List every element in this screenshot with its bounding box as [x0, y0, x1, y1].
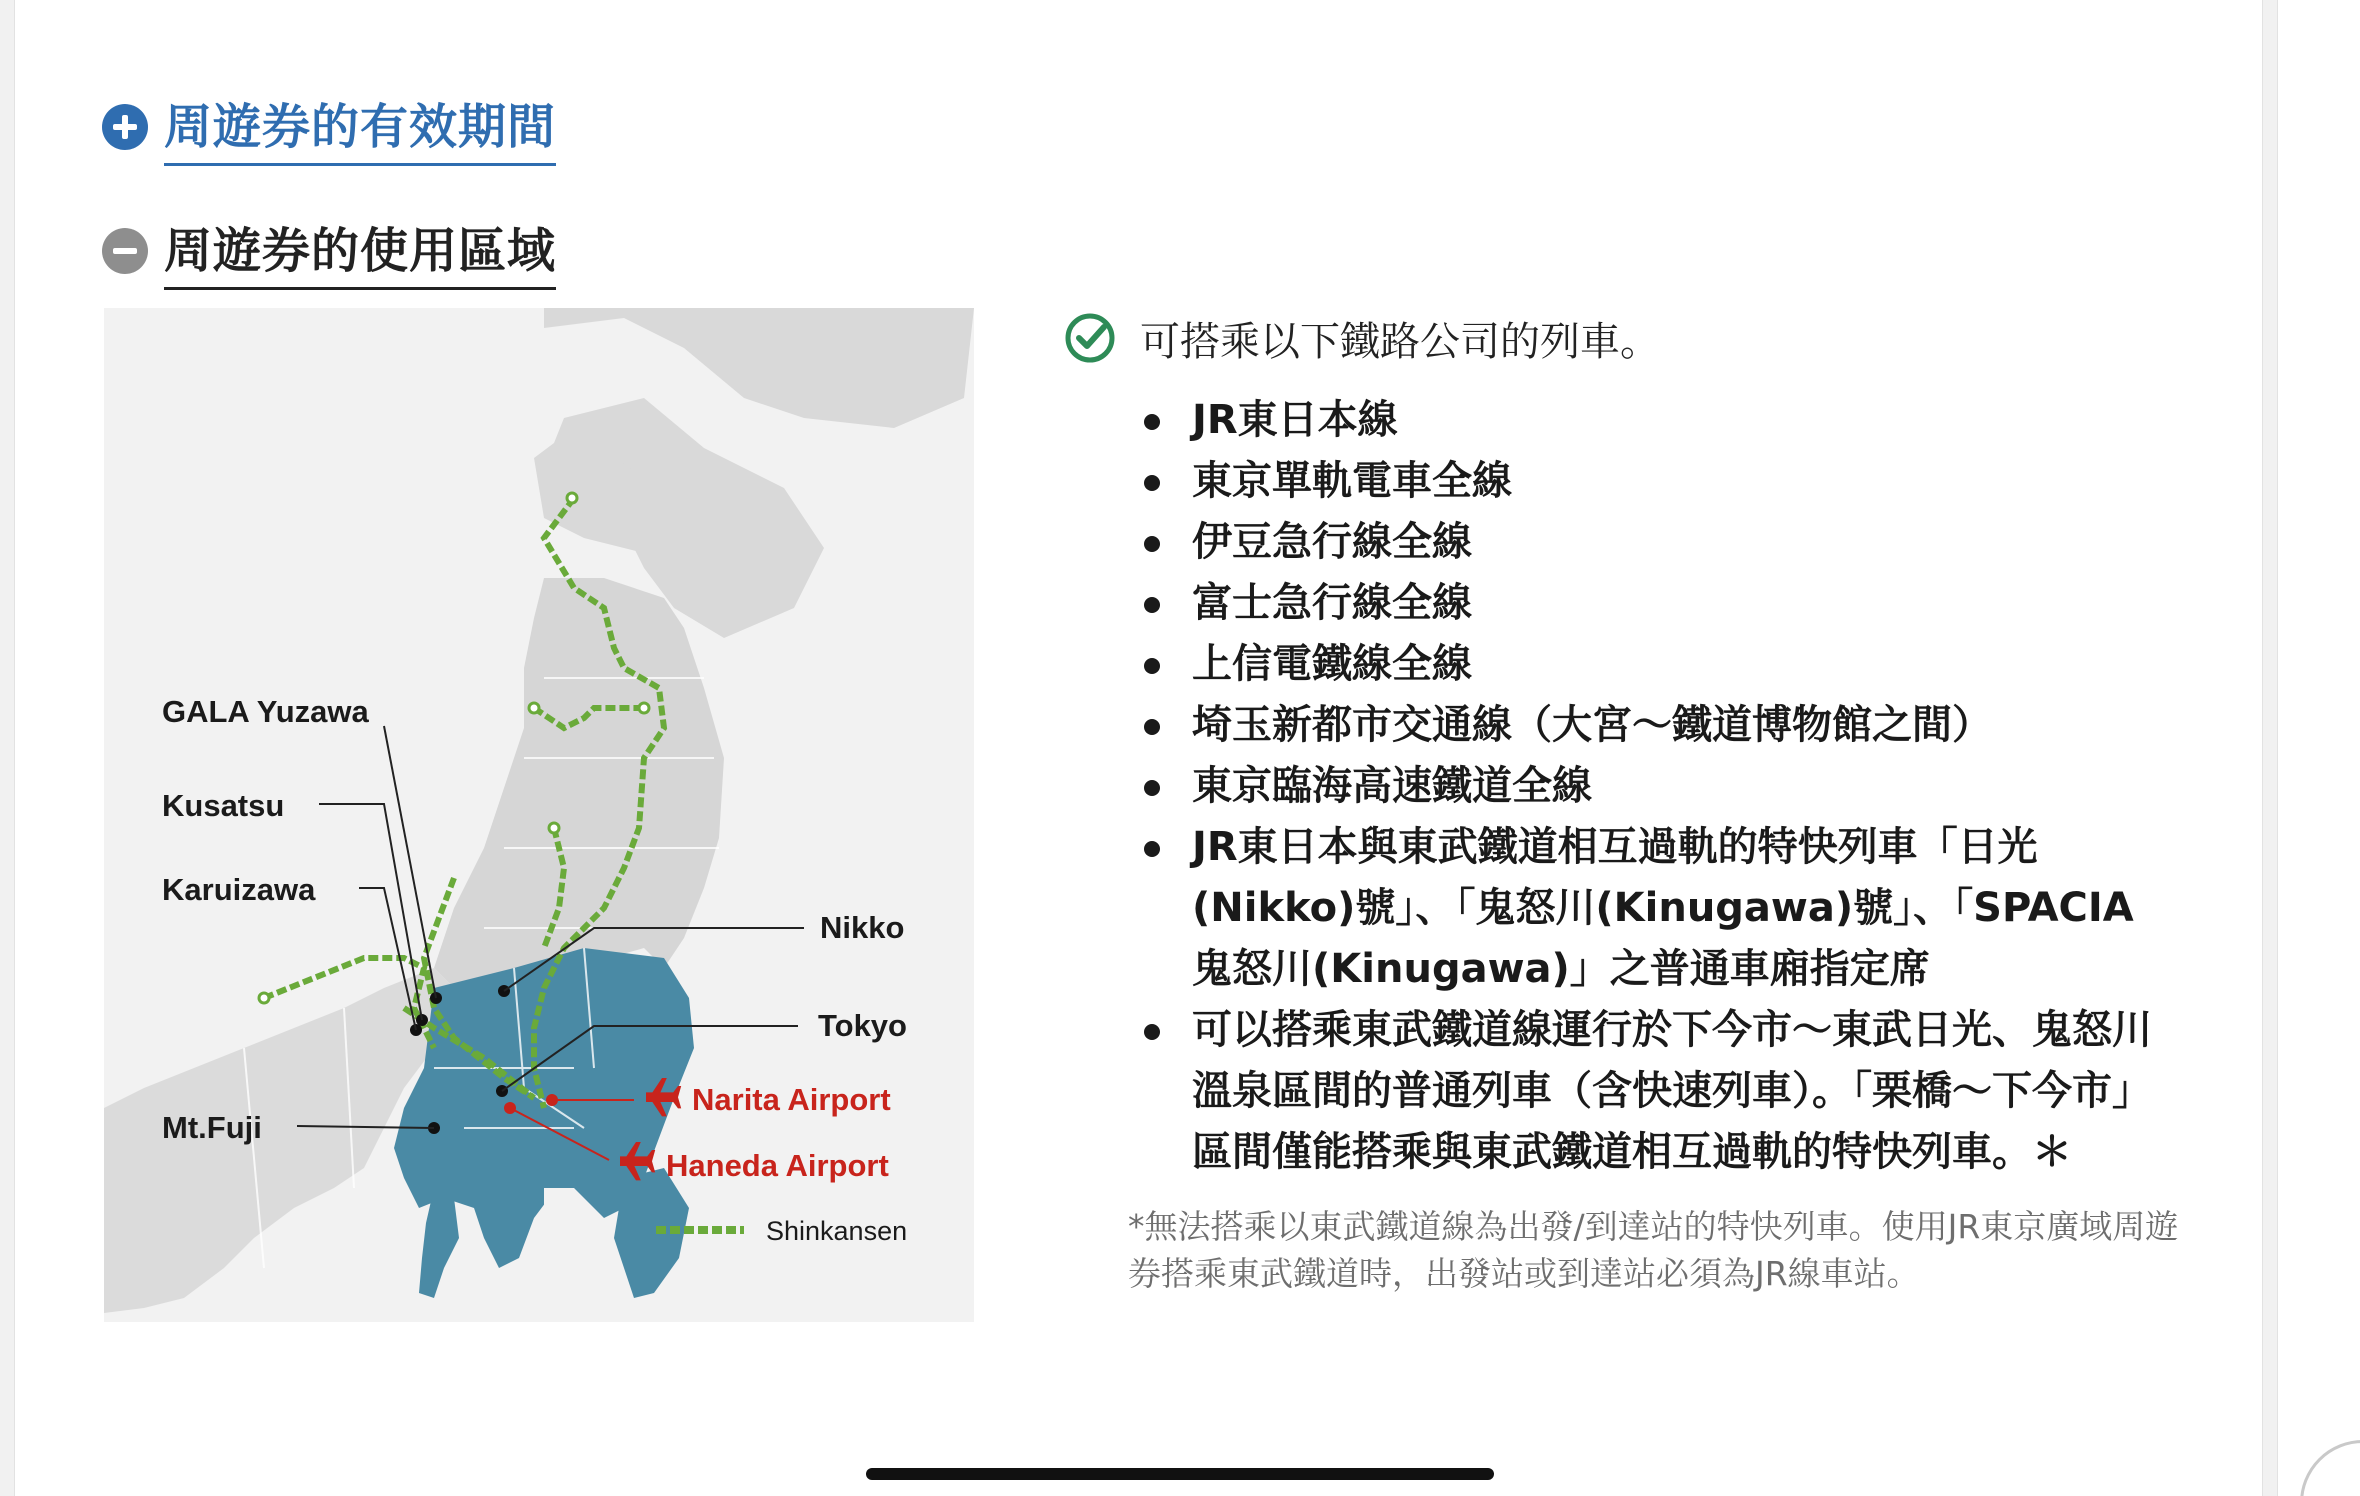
info-heading: 可搭乘以下鐵路公司的列車。 — [1140, 318, 1660, 365]
list-item: 東京臨海高速鐵道全線 — [1064, 756, 2174, 817]
list-item: 可以搭乘東武鐵道線運行於下今市～東武日光、鬼怒川溫泉區間的普通列車（含快速列車）。「栗橋～下今市」區間僅能搭乘與東武鐵道相互過軌的特快列車。＊ — [1064, 1000, 2174, 1183]
list-item: JR東日本線 — [1064, 390, 2174, 451]
map-bay — [544, 1188, 584, 1268]
area-map-svg — [104, 308, 974, 1322]
list-item: 伊豆急行線全線 — [1064, 512, 2174, 573]
map-label-mtfuji: Mt.Fuji — [162, 1110, 262, 1145]
info-heading-row — [1064, 308, 2174, 368]
area-map — [104, 308, 974, 1322]
list-item: 富士急行線全線 — [1064, 573, 2174, 634]
map-label-gala: GALA Yuzawa — [162, 694, 369, 729]
legend-shinkansen-label: Shinkansen — [766, 1216, 908, 1246]
map-label-tokyo: Tokyo — [818, 1008, 907, 1043]
section-validity-title[interactable]: 周遊券的有效期間 — [164, 88, 556, 166]
list-item: 埼玉新都市交通線（大宮～鐵道博物館之間） — [1064, 695, 2174, 756]
map-label-narita: Narita Airport — [692, 1082, 891, 1117]
scroll-corner-indicator — [2300, 1440, 2360, 1496]
home-indicator-bar[interactable] — [866, 1468, 1494, 1480]
check-circle-icon — [1064, 312, 1116, 364]
footnote: *無法搭乘以東武鐵道線為出發/到達站的特快列車。使用JR東京廣域周遊券搭乘東武鐵道時，出發站或到達站必須為JR線車站。 — [1128, 1207, 2179, 1293]
list-item: JR東日本與東武鐵道相互過軌的特快列車「日光(Nikko)號」、「鬼怒川(Kinugawa)號」、「SPACIA 鬼怒川(Kinugawa)」之普通車廂指定席 — [1064, 817, 2174, 1000]
section-area-title[interactable]: 周遊券的使用區域 — [164, 212, 556, 290]
map-label-nikko: Nikko — [820, 910, 905, 945]
map-label-haneda: Haneda Airport — [666, 1148, 889, 1183]
frame-left-edge — [0, 0, 15, 1496]
list-item: 上信電鐵線全線 — [1064, 634, 2174, 695]
section-validity-header[interactable] — [102, 88, 556, 166]
section-area-header[interactable] — [102, 212, 556, 290]
railway-list — [1064, 390, 2174, 1183]
minus-circle-icon[interactable] — [102, 228, 148, 274]
railway-info — [1064, 308, 2179, 1297]
frame-right-edge — [2262, 0, 2278, 1496]
map-label-karuizawa: Karuizawa — [162, 872, 316, 907]
plus-circle-icon[interactable] — [102, 104, 148, 150]
map-label-kusatsu: Kusatsu — [162, 788, 285, 823]
list-item: 東京單軌電車全線 — [1064, 451, 2174, 512]
